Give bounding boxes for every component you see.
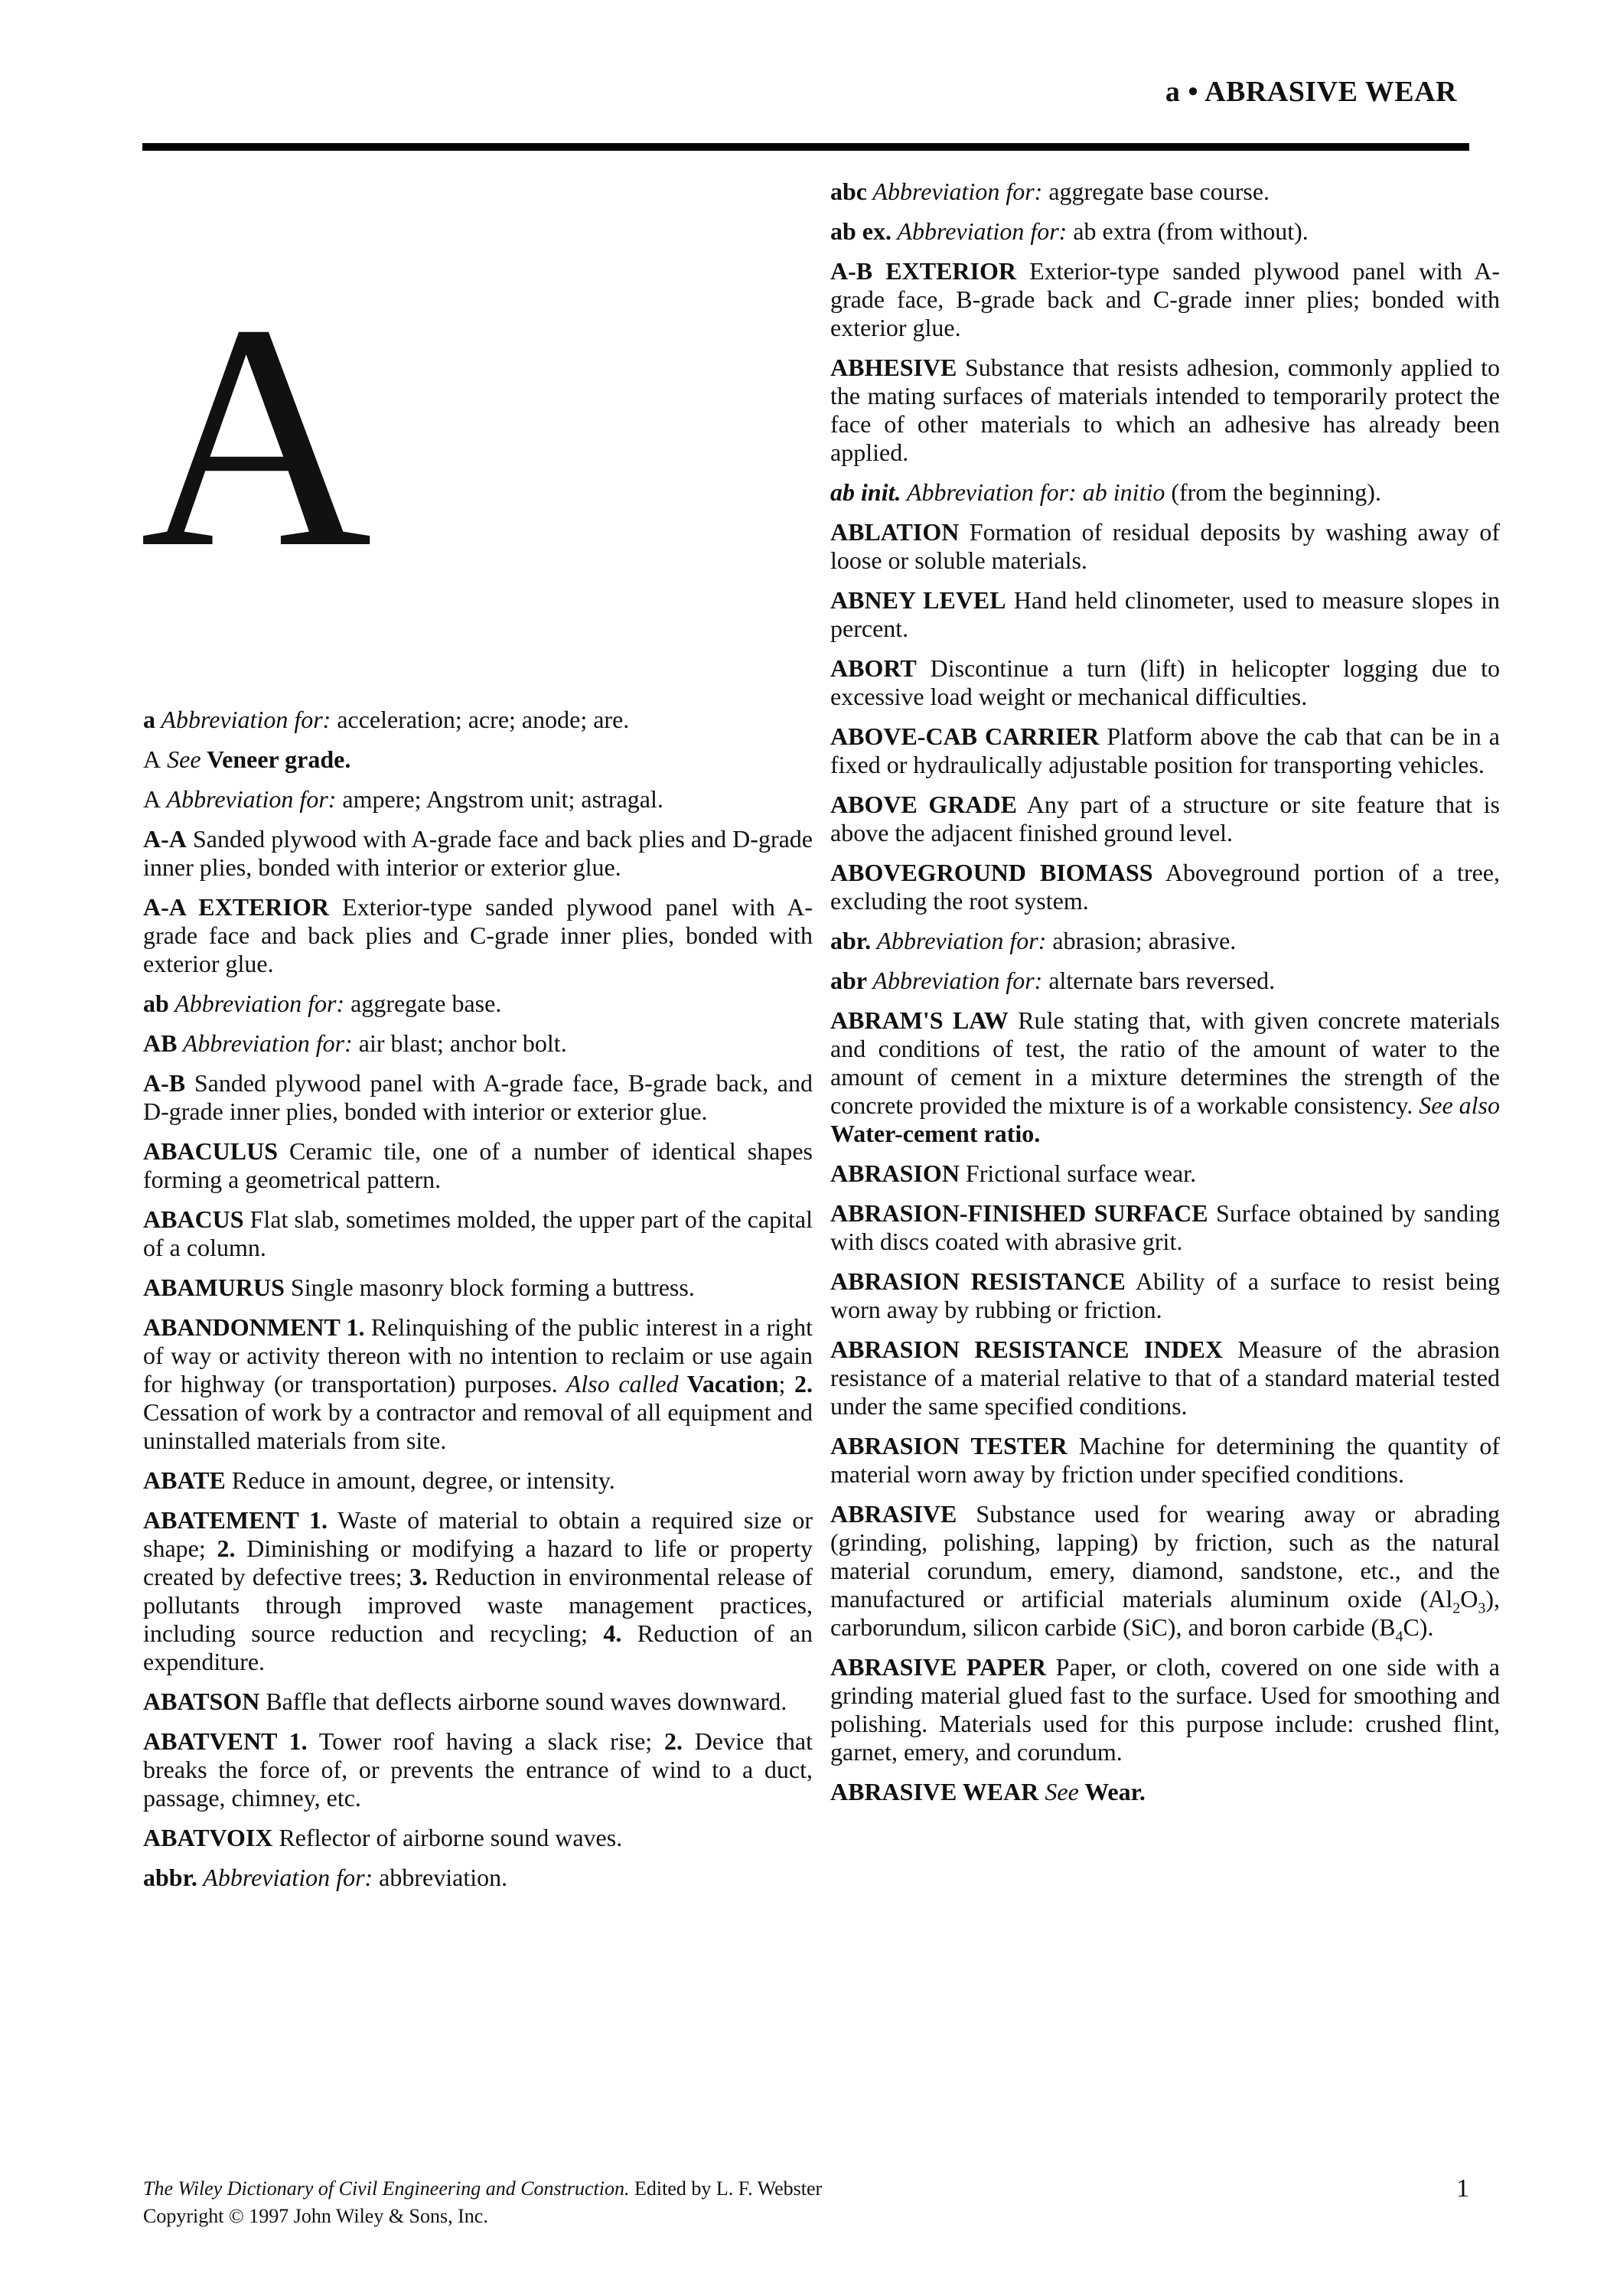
- entry-label: Abbreviation for:: [168, 990, 345, 1017]
- entry-reference: 1.: [276, 1727, 308, 1755]
- entry-definition: Aboveground portion of a tree, excluding the root system.: [830, 859, 1501, 915]
- entry-definition: aggregate base.: [344, 990, 502, 1017]
- dictionary-entry: [143, 1069, 813, 1126]
- entry-headword: ABACULUS: [143, 1137, 279, 1165]
- right-column: [830, 178, 1500, 1818]
- entry-definition: Reduction in environmental release of pollutants through improved waste management practices, including source reduction and recycling;: [143, 1563, 813, 1647]
- entry-definition: Measure of the abrasion resistance of a material relative to that of a standard material tested under the same specified conditions.: [830, 1336, 1500, 1420]
- dictionary-entry: [830, 1778, 1500, 1806]
- dictionary-entry: [830, 1432, 1500, 1489]
- entry-headword: ABRASIVE: [830, 1500, 957, 1528]
- dictionary-entry: [830, 722, 1500, 779]
- entry-headword: A: [143, 785, 161, 813]
- entry-definition: Surface obtained by sanding with discs coated with abrasive grit.: [830, 1199, 1501, 1255]
- entry-definition: ;: [778, 1370, 786, 1397]
- left-column: [143, 706, 813, 1903]
- entry-definition: Machine for determining the quantity of material worn away by friction under specified conditions.: [830, 1432, 1501, 1488]
- entry-headword: ab ex.: [830, 217, 892, 245]
- dictionary-entry: [143, 1864, 813, 1892]
- entry-definition: C).: [1403, 1613, 1434, 1641]
- dictionary-entry: [830, 178, 1500, 206]
- entry-headword: ABATVOIX: [143, 1824, 273, 1851]
- entry-label: Abbreviation for:: [892, 217, 1068, 245]
- entry-definition: Any part of a structure or site feature that is above the adjacent finished ground level.: [830, 791, 1501, 846]
- dictionary-entry: [143, 1688, 813, 1716]
- entry-definition: abbreviation.: [373, 1864, 508, 1891]
- dictionary-entry: [143, 1824, 813, 1852]
- running-head: a • ABRASIVE WEAR: [1165, 76, 1457, 108]
- entry-headword: ABATSON: [143, 1688, 260, 1715]
- entry-definition: 4: [1395, 1628, 1403, 1645]
- dictionary-entry: [830, 478, 1500, 507]
- entry-definition: Device that breaks the force of, or prevents the entrance of wind to a duct, passage, chimney, etc.: [143, 1727, 813, 1812]
- entry-label: Abbreviation for:: [161, 785, 337, 813]
- entry-label: See also: [1413, 1091, 1501, 1119]
- entry-headword: ABATEMENT: [143, 1506, 299, 1534]
- entry-definition: Ceramic tile, one of a number of identical shapes forming a geometrical pattern.: [143, 1137, 813, 1193]
- dictionary-entry: [143, 1466, 813, 1495]
- entry-headword: ABOVE GRADE: [830, 791, 1017, 818]
- dictionary-entry: [143, 706, 813, 734]
- entry-reference: Wear.: [1078, 1778, 1146, 1805]
- entry-label: Abbreviation for:: [155, 706, 331, 733]
- entry-reference: Veneer grade.: [200, 745, 351, 773]
- entry-reference: Water-cement ratio.: [830, 1120, 1041, 1147]
- entry-label: Abbreviation for:: [871, 927, 1047, 954]
- entry-headword: ABOVE-CAB CARRIER: [830, 722, 1100, 750]
- section-letter: A: [140, 258, 373, 614]
- entry-label: Also called: [557, 1370, 679, 1397]
- entry-definition: 2: [1452, 1600, 1461, 1617]
- entry-definition: Baffle that deflects airborne sound waves downward.: [259, 1688, 787, 1715]
- dictionary-entry: [830, 791, 1500, 847]
- dictionary-entry: [830, 518, 1500, 575]
- dictionary-entry: [830, 1500, 1500, 1645]
- entry-headword: abbr.: [143, 1864, 197, 1891]
- entry-headword: A-B: [143, 1069, 186, 1097]
- dictionary-entry: [830, 257, 1500, 342]
- dictionary-entry: [143, 1506, 813, 1676]
- book-title: The Wiley Dictionary of Civil Engineering and Construction.: [143, 2177, 630, 2200]
- dictionary-entry: [830, 1159, 1500, 1188]
- entry-definition: Formation of residual deposits by washing away of loose or soluble materials.: [830, 518, 1500, 574]
- entry-headword: abr.: [830, 927, 872, 954]
- entry-headword: ABACUS: [143, 1205, 244, 1233]
- entry-headword: ABRAM'S LAW: [830, 1006, 1009, 1034]
- entry-definition: Paper, or cloth, covered on one side with a grinding material glued fast to the surface. Used for smoothing and polishing. Materials used for this purpose include: crushed flint, garnet, emery, and corundum.: [830, 1653, 1501, 1766]
- entry-definition: Reduce in amount, degree, or intensity.: [225, 1466, 615, 1494]
- entry-headword: A: [143, 745, 161, 773]
- dictionary-entry: [830, 927, 1500, 955]
- entry-reference: 3.: [402, 1563, 428, 1590]
- dictionary-entry: [830, 217, 1500, 246]
- entry-definition: Rule stating that, with given concrete materials and conditions of test, the ratio of the amount of water to the amount of cement in a mixture determines the strength of the concrete provided the mixture is of a workable consistency.: [830, 1006, 1501, 1119]
- entry-definition: Sanded plywood panel with A-grade face, B-grade back, and D-grade inner plies, bonded with interior or exterior glue.: [143, 1069, 813, 1125]
- entry-headword: A-A EXTERIOR: [143, 893, 329, 921]
- entry-headword: ABRASION TESTER: [830, 1432, 1068, 1459]
- entry-definition: Platform above the cab that can be in a fixed or hydraulically adjustable position for transporting vehicles.: [830, 722, 1501, 778]
- dictionary-entry: [830, 1199, 1500, 1256]
- entry-definition: Frictional surface wear.: [959, 1159, 1197, 1187]
- entry-headword: ABRASIVE PAPER: [830, 1653, 1047, 1681]
- entry-definition: Relinquishing of the public interest in a right of way or activity thereon with no intention to reclaim or use again for highway (or transportation) purposes.: [143, 1313, 813, 1397]
- entry-headword: ABANDONMENT: [143, 1313, 341, 1341]
- entry-headword: A-A: [143, 825, 187, 853]
- dictionary-entry: [830, 354, 1500, 467]
- dictionary-entry: [143, 1205, 813, 1262]
- entry-headword: ab: [143, 990, 169, 1017]
- entry-definition: O: [1460, 1585, 1478, 1613]
- entry-label: Abbreviation for:: [177, 1029, 353, 1057]
- entry-definition: Exterior-type sanded plywood panel with A-grade face and back plies and C-grade inner plies, bonded with exterior glue.: [143, 893, 813, 977]
- dictionary-entry: [143, 745, 813, 774]
- entry-headword: ABATE: [143, 1466, 226, 1494]
- entry-definition: Waste of material to obtain a required size or shape;: [143, 1506, 813, 1562]
- entry-definition: ab extra (from without).: [1067, 217, 1309, 245]
- entry-headword: AB: [143, 1029, 178, 1057]
- entry-headword: ABRASION: [830, 1159, 960, 1187]
- editor-credit: Edited by L. F. Webster: [634, 2177, 823, 2200]
- entry-label: Abbreviation for:: [867, 178, 1043, 205]
- dictionary-entry: [830, 1267, 1500, 1324]
- dictionary-entry: [830, 1653, 1500, 1766]
- entry-definition: Reflector of airborne sound waves.: [272, 1824, 623, 1851]
- entry-label: Abbreviation for:: [197, 1864, 373, 1891]
- entry-headword: ABRASION RESISTANCE INDEX: [830, 1336, 1224, 1363]
- dictionary-entry: [143, 1029, 813, 1058]
- dictionary-entry: [143, 1727, 813, 1812]
- entry-definition: Ability of a surface to resist being worn away by rubbing or friction.: [830, 1267, 1501, 1323]
- dictionary-entry: [830, 1336, 1500, 1420]
- entry-headword: ABNEY LEVEL: [830, 586, 1006, 614]
- entry-headword: ABAMURUS: [143, 1274, 285, 1301]
- entry-definition: Substance that resists adhesion, commonly applied to the mating surfaces of materials intended to temporarily protect the face of other materials to which an adhesive has already been applied.: [830, 354, 1500, 466]
- entry-reference: 1.: [340, 1313, 365, 1341]
- entry-definition: Sanded plywood with A-grade face and back plies and D-grade inner plies, bonded with interior or exterior glue.: [143, 825, 813, 881]
- dictionary-entry: [143, 893, 813, 978]
- dictionary-entry: [830, 967, 1500, 995]
- dictionary-entry: [143, 1274, 813, 1302]
- entry-headword: ABRASIVE WEAR: [830, 1778, 1039, 1805]
- entry-reference: 2.: [785, 1370, 813, 1397]
- dictionary-entry: [143, 825, 813, 882]
- entry-headword: abc: [830, 178, 867, 205]
- entry-definition: alternate bars reversed.: [1042, 967, 1276, 994]
- dictionary-entry: [830, 859, 1500, 915]
- entry-label: See: [1038, 1778, 1079, 1805]
- entry-label: Abbreviation for: ab initio: [901, 478, 1165, 506]
- entry-reference: 1.: [298, 1506, 328, 1534]
- entry-definition: Diminishing or modifying a hazard to life or property created by defective trees;: [143, 1534, 813, 1590]
- entry-headword: ABLATION: [830, 518, 960, 546]
- entry-reference: 2.: [652, 1727, 683, 1755]
- page-footer: [143, 2175, 1469, 2230]
- entry-definition: ), carborundum, silicon carbide (SiC), and boron carbide (B: [830, 1585, 1500, 1641]
- entry-headword: ABOVEGROUND BIOMASS: [830, 859, 1153, 886]
- entry-definition: 3: [1478, 1600, 1486, 1617]
- entry-definition: ampere; Angstrom unit; astragal.: [336, 785, 663, 813]
- header-rule: [142, 143, 1469, 151]
- entry-definition: Discontinue a turn (lift) in helicopter logging due to excessive load weight or mechanical difficulties.: [830, 654, 1500, 710]
- entry-definition: Tower roof having a slack rise;: [307, 1727, 653, 1755]
- entry-reference: Vacation: [678, 1370, 779, 1397]
- entry-definition: Single masonry block forming a buttress.: [284, 1274, 695, 1301]
- footer-line-1: [143, 2175, 1469, 2203]
- entry-definition: (from the beginning).: [1165, 478, 1381, 506]
- entry-definition: Substance used for wearing away or abrading (grinding, polishing, lapping) by friction, such as the natural material corundum, emery, diamond, sandstone, etc., and the manufactured or artificial materials aluminum oxide (Al: [830, 1500, 1500, 1613]
- entry-definition: Hand held clinometer, used to measure slopes in percent.: [830, 586, 1501, 642]
- entry-headword: ab init.: [830, 478, 901, 506]
- entry-headword: ABRASION RESISTANCE: [830, 1267, 1126, 1295]
- entry-definition: aggregate base course.: [1042, 178, 1270, 205]
- entry-definition: Exterior-type sanded plywood panel with A-grade face, B-grade back and C-grade inner plies; bonded with exterior glue.: [830, 257, 1501, 341]
- dictionary-entry: [143, 785, 813, 814]
- dictionary-entry: [830, 654, 1500, 711]
- entry-label: Abbreviation for:: [867, 967, 1043, 994]
- entry-label: See: [161, 745, 201, 773]
- copyright-notice: Copyright © 1997 John Wiley & Sons, Inc.: [143, 2205, 488, 2227]
- entry-definition: air blast; anchor bolt.: [352, 1029, 567, 1057]
- entry-definition: Cessation of work by a contractor and removal of all equipment and uninstalled materials from site.: [143, 1398, 813, 1454]
- entry-definition: abrasion; abrasive.: [1046, 927, 1237, 954]
- dictionary-entry: [830, 1006, 1500, 1148]
- entry-headword: ABRASION-FINISHED SURFACE: [830, 1199, 1208, 1227]
- entry-headword: ABORT: [830, 654, 917, 682]
- dictionary-entry: [143, 1313, 813, 1455]
- dictionary-entry: [830, 586, 1500, 643]
- entry-definition: Flat slab, sometimes molded, the upper part of the capital of a column.: [143, 1205, 813, 1261]
- entry-reference: 4.: [588, 1619, 622, 1647]
- entry-headword: a: [143, 706, 155, 733]
- page-number: 1: [1456, 2174, 1469, 2203]
- entry-definition: acceleration; acre; anode; are.: [331, 706, 630, 733]
- dictionary-entry: [143, 990, 813, 1018]
- entry-headword: ABATVENT: [143, 1727, 277, 1755]
- entry-headword: A-B EXTERIOR: [830, 257, 1016, 285]
- entry-headword: ABHESIVE: [830, 354, 957, 381]
- entry-definition: Reduction of an expenditure.: [143, 1619, 813, 1675]
- entry-headword: abr: [830, 967, 867, 994]
- dictionary-entry: [143, 1137, 813, 1194]
- entry-reference: 2.: [205, 1534, 236, 1562]
